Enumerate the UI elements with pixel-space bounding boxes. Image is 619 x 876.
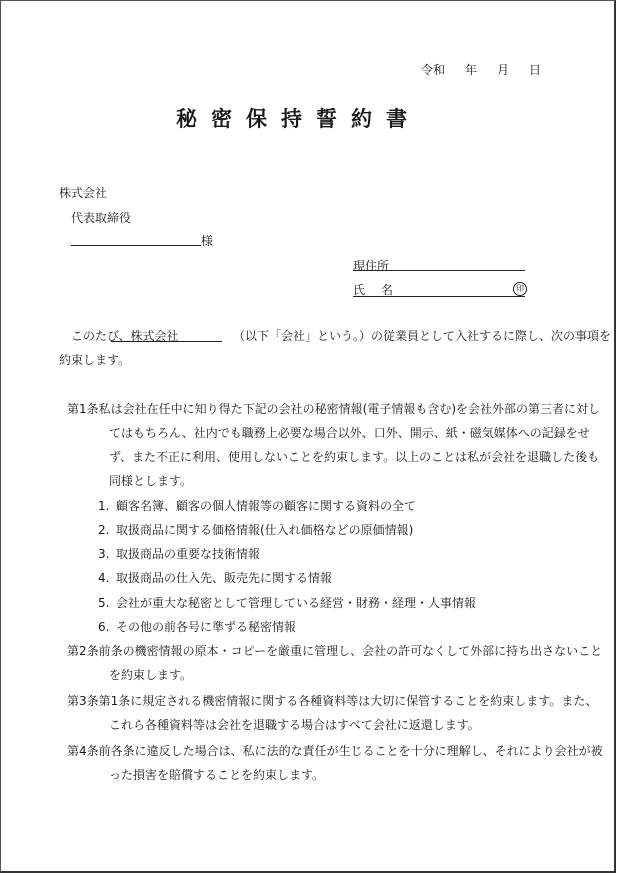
list-item-number: 2. [98,523,110,537]
article-text-line: ず、また不正に利用、使用しないことを約束します。以上のことは私が会社を退職した後も [109,450,600,464]
article-text-line: 前各条に違反した場合は、私に法的な責任が生じることを十分に理解し、それにより会社が被 [98,744,603,758]
article-1 [67,402,600,416]
list-item-number: 6. [98,620,110,634]
address-label: 現住所 [353,259,390,273]
list-item: その他の前各号に準ずる秘密情報 [116,620,297,634]
date-day: 日 [529,63,542,77]
article-text-line: これら各種資料等は会社を退職する場合はすべて会社に返還します。 [109,718,480,732]
intro-line-2: 約束します。 [59,353,131,367]
intro-prefix: このたび、 [71,329,131,343]
date-year: 年 [465,63,478,77]
article-2 [67,644,602,658]
recipient-company: 株式会社 [59,186,108,200]
list-item: 会社が重大な秘密として管理している経営・財務・経理・人事情報 [116,596,477,610]
article-4 [67,744,603,758]
date-line [421,63,541,77]
article-text-line: 同様とします。 [109,474,193,488]
list-item-number: 4. [98,571,110,585]
article-3 [67,694,597,708]
article-text-line: った損害を賠償することを約束します。 [109,768,325,782]
article-label: 第2条 [67,644,99,658]
article-label: 第4条 [67,744,99,758]
intro-company: 株式会社 [130,329,179,343]
date-month: 月 [497,63,510,77]
intro-rest: （以下「会社」という。）の従業員として入社するに際し、次の事項を [233,329,612,343]
article-label: 第1条 [67,402,99,416]
article-text-line: 第1条に規定される機密情報に関する各種資料等は大切に保管することを約束します。また、 [98,694,598,708]
date-era: 令和 [421,63,446,77]
article-text-line: てはもちろん、社内でも職務上必要な場合以外、口外、開示、紙・磁気媒体への記録をせ [109,426,590,440]
list-item: 取扱商品の仕入先、販売先に関する情報 [116,571,333,585]
document-title: 秘密保持誓約書 [176,107,421,131]
list-item: 顧客名簿、顧客の個人情報等の顧客に関する資料の全て [116,499,417,513]
recipient-name-blank [71,245,201,246]
list-item: 取扱商品の重要な技術情報 [116,547,261,561]
article-text-line: 私は会社在任中に知り得た下記の会社の秘密情報(電子情報も含む)を会社外部の第三者に対し [98,402,601,416]
seal-mark: 印 [513,282,527,296]
article-text-line: 前条の機密情報の原本・コピーを厳重に管理し、会社の許可なくして外部に持ち出さないこと [98,644,603,658]
intro-company-blank [111,341,222,342]
name-label: 氏名 [353,283,410,297]
article-label: 第3条 [67,694,99,708]
recipient-honorific: 様 [201,234,214,248]
list-item-number: 5. [98,596,110,610]
address-blank [353,270,525,271]
list-item-number: 1. [98,499,110,513]
recipient-representative: 代表取締役 [71,211,132,225]
list-item: 取扱商品に関する価格情報(仕入れ価格などの原価情報) [116,523,414,537]
name-blank [353,296,525,297]
article-text-line: を約束します。 [109,668,193,682]
list-item-number: 3. [98,547,110,561]
